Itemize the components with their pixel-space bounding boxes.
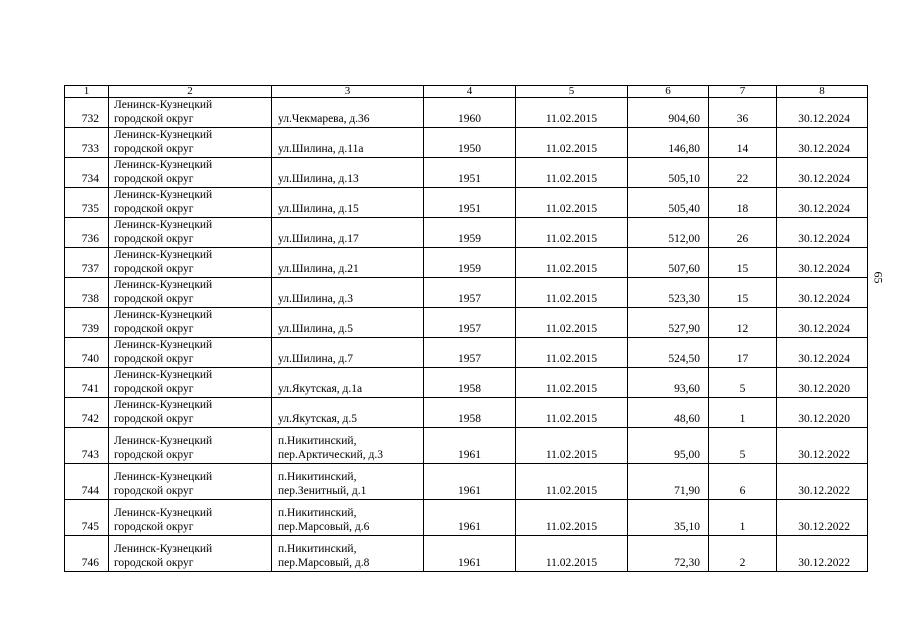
table-row xyxy=(65,158,868,188)
residents-cell: 14 xyxy=(709,128,777,158)
header-cell-3: 3 xyxy=(272,86,424,98)
date-cell: 11.02.2015 xyxy=(516,308,628,338)
row-number: 744 xyxy=(65,464,109,500)
address-cell xyxy=(272,128,424,158)
date-cell: 11.02.2015 xyxy=(516,188,628,218)
year-cell: 1958 xyxy=(424,398,516,428)
municipality-cell xyxy=(109,188,272,218)
area-cell: 35,10 xyxy=(628,500,709,536)
term-cell: 30.12.2022 xyxy=(777,500,868,536)
area-cell: 48,60 xyxy=(628,398,709,428)
municipality-cell-line: Ленинск-Кузнецкий xyxy=(114,249,213,261)
municipality-cell-line: Ленинск-Кузнецкий xyxy=(114,435,213,447)
address-cell-line: ул.Шилина, д.21 xyxy=(278,263,359,275)
municipality-cell-line: городской округ xyxy=(114,263,194,275)
municipality-cell xyxy=(109,500,272,536)
year-cell: 1958 xyxy=(424,368,516,398)
address-cell xyxy=(272,368,424,398)
table-row xyxy=(65,368,868,398)
residents-cell: 15 xyxy=(709,248,777,278)
date-cell: 11.02.2015 xyxy=(516,536,628,572)
year-cell: 1959 xyxy=(424,218,516,248)
address-cell-line: пер.Марсовый, д.6 xyxy=(278,521,370,533)
municipality-cell xyxy=(109,128,272,158)
municipality-cell-line: городской округ xyxy=(114,485,194,497)
row-number: 736 xyxy=(65,218,109,248)
address-cell xyxy=(272,338,424,368)
term-cell: 30.12.2022 xyxy=(777,464,868,500)
residents-cell: 36 xyxy=(709,98,777,128)
area-cell: 505,40 xyxy=(628,188,709,218)
date-cell: 11.02.2015 xyxy=(516,218,628,248)
area-cell: 505,10 xyxy=(628,158,709,188)
date-cell: 11.02.2015 xyxy=(516,98,628,128)
area-cell: 527,90 xyxy=(628,308,709,338)
address-cell xyxy=(272,98,424,128)
header-cell-8: 8 xyxy=(777,86,868,98)
municipality-cell-line: городской округ xyxy=(114,521,194,533)
residents-cell: 5 xyxy=(709,428,777,464)
address-cell xyxy=(272,248,424,278)
address-cell xyxy=(272,158,424,188)
residents-cell: 2 xyxy=(709,536,777,572)
municipality-cell-line: Ленинск-Кузнецкий xyxy=(114,399,213,411)
municipality-cell-line: Ленинск-Кузнецкий xyxy=(114,471,213,483)
municipality-cell-line: Ленинск-Кузнецкий xyxy=(114,189,213,201)
municipality-cell-line: Ленинск-Кузнецкий xyxy=(114,369,213,381)
row-number: 739 xyxy=(65,308,109,338)
municipality-cell xyxy=(109,464,272,500)
year-cell: 1960 xyxy=(424,98,516,128)
term-cell: 30.12.2024 xyxy=(777,188,868,218)
header-cell-7: 7 xyxy=(709,86,777,98)
header-cell-5: 5 xyxy=(516,86,628,98)
municipality-cell-line: городской округ xyxy=(114,449,194,461)
row-number: 737 xyxy=(65,248,109,278)
table-row xyxy=(65,128,868,158)
row-number: 741 xyxy=(65,368,109,398)
date-cell: 11.02.2015 xyxy=(516,278,628,308)
row-number: 735 xyxy=(65,188,109,218)
address-cell-line: ул.Чекмарева, д.36 xyxy=(278,113,370,125)
municipality-cell-line: городской округ xyxy=(114,383,194,395)
address-cell xyxy=(272,398,424,428)
municipality-cell xyxy=(109,158,272,188)
address-cell-line: ул.Шилина, д.13 xyxy=(278,173,359,185)
address-cell xyxy=(272,278,424,308)
area-cell: 95,00 xyxy=(628,428,709,464)
address-cell-line: ул.Шилина, д.7 xyxy=(278,353,353,365)
residents-cell: 15 xyxy=(709,278,777,308)
area-cell: 71,90 xyxy=(628,464,709,500)
municipality-cell xyxy=(109,338,272,368)
municipality-cell-line: городской округ xyxy=(114,323,194,335)
date-cell: 11.02.2015 xyxy=(516,338,628,368)
header-cell-2: 2 xyxy=(109,86,272,98)
term-cell: 30.12.2022 xyxy=(777,536,868,572)
address-cell-line: ул.Шилина, д.11а xyxy=(278,143,364,155)
term-cell: 30.12.2024 xyxy=(777,308,868,338)
year-cell: 1957 xyxy=(424,278,516,308)
date-cell: 11.02.2015 xyxy=(516,428,628,464)
row-number: 746 xyxy=(65,536,109,572)
residents-cell: 5 xyxy=(709,368,777,398)
municipality-cell-line: городской округ xyxy=(114,113,194,125)
area-cell: 507,60 xyxy=(628,248,709,278)
date-cell: 11.02.2015 xyxy=(516,128,628,158)
row-number: 743 xyxy=(65,428,109,464)
table-row xyxy=(65,338,868,368)
address-cell-line: ул.Шилина, д.17 xyxy=(278,233,359,245)
address-cell-line: ул.Шилина, д.15 xyxy=(278,203,359,215)
table-row xyxy=(65,98,868,128)
address-cell-line: ул.Шилина, д.5 xyxy=(278,323,353,335)
year-cell: 1961 xyxy=(424,428,516,464)
address-cell xyxy=(272,218,424,248)
table-row xyxy=(65,278,868,308)
residents-cell: 26 xyxy=(709,218,777,248)
term-cell: 30.12.2024 xyxy=(777,248,868,278)
row-number: 732 xyxy=(65,98,109,128)
municipality-cell-line: городской округ xyxy=(114,143,194,155)
year-cell: 1951 xyxy=(424,158,516,188)
municipality-cell-line: Ленинск-Кузнецкий xyxy=(114,129,213,141)
address-cell xyxy=(272,188,424,218)
municipality-cell xyxy=(109,248,272,278)
address-cell-line: пер.Зенитный, д.1 xyxy=(278,485,367,497)
row-number: 745 xyxy=(65,500,109,536)
table-row xyxy=(65,398,868,428)
area-cell: 72,30 xyxy=(628,536,709,572)
term-cell: 30.12.2020 xyxy=(777,368,868,398)
municipality-cell xyxy=(109,428,272,464)
residents-cell: 6 xyxy=(709,464,777,500)
municipality-cell xyxy=(109,278,272,308)
municipality-cell-line: городской округ xyxy=(114,233,194,245)
municipality-cell xyxy=(109,398,272,428)
row-number: 740 xyxy=(65,338,109,368)
address-cell xyxy=(272,428,424,464)
municipality-cell xyxy=(109,308,272,338)
residents-cell: 1 xyxy=(709,398,777,428)
term-cell: 30.12.2024 xyxy=(777,278,868,308)
row-number: 734 xyxy=(65,158,109,188)
date-cell: 11.02.2015 xyxy=(516,464,628,500)
year-cell: 1950 xyxy=(424,128,516,158)
year-cell: 1959 xyxy=(424,248,516,278)
municipality-cell-line: Ленинск-Кузнецкий xyxy=(114,309,213,321)
address-cell-line: ул.Шилина, д.3 xyxy=(278,293,353,305)
area-cell: 904,60 xyxy=(628,98,709,128)
municipality-cell xyxy=(109,368,272,398)
municipality-cell-line: Ленинск-Кузнецкий xyxy=(114,159,213,171)
municipality-cell xyxy=(109,536,272,572)
municipality-cell xyxy=(109,98,272,128)
table-row xyxy=(65,464,868,500)
area-cell: 146,80 xyxy=(628,128,709,158)
residents-cell: 1 xyxy=(709,500,777,536)
municipality-cell-line: городской округ xyxy=(114,413,194,425)
area-cell: 512,00 xyxy=(628,218,709,248)
municipality-cell-line: городской округ xyxy=(114,557,194,569)
page-number: 65 xyxy=(871,271,886,284)
residents-cell: 12 xyxy=(709,308,777,338)
municipality-cell-line: Ленинск-Кузнецкий xyxy=(114,543,213,555)
municipality-cell-line: Ленинск-Кузнецкий xyxy=(114,219,213,231)
residents-cell: 22 xyxy=(709,158,777,188)
row-number: 733 xyxy=(65,128,109,158)
term-cell: 30.12.2024 xyxy=(777,158,868,188)
address-cell-line: ул.Якутская, д.5 xyxy=(278,413,358,425)
municipality-cell-line: Ленинск-Кузнецкий xyxy=(114,507,213,519)
date-cell: 11.02.2015 xyxy=(516,368,628,398)
year-cell: 1961 xyxy=(424,500,516,536)
header-row xyxy=(65,86,868,98)
term-cell: 30.12.2024 xyxy=(777,338,868,368)
housing-table xyxy=(64,85,868,572)
year-cell: 1957 xyxy=(424,338,516,368)
municipality-cell xyxy=(109,218,272,248)
address-cell-line: ул.Якутская, д.1а xyxy=(278,383,363,395)
address-cell xyxy=(272,500,424,536)
address-cell xyxy=(272,536,424,572)
residents-cell: 18 xyxy=(709,188,777,218)
header-cell-1: 1 xyxy=(65,86,109,98)
term-cell: 30.12.2024 xyxy=(777,98,868,128)
address-cell-line: п.Никитинский, xyxy=(278,507,357,519)
address-cell-line: пер.Марсовый, д.8 xyxy=(278,557,370,569)
municipality-cell-line: Ленинск-Кузнецкий xyxy=(114,339,213,351)
address-cell xyxy=(272,308,424,338)
table-row xyxy=(65,248,868,278)
table-row xyxy=(65,536,868,572)
term-cell: 30.12.2020 xyxy=(777,398,868,428)
term-cell: 30.12.2024 xyxy=(777,218,868,248)
area-cell: 523,30 xyxy=(628,278,709,308)
municipality-cell-line: Ленинск-Кузнецкий xyxy=(114,279,213,291)
municipality-cell-line: городской округ xyxy=(114,203,194,215)
term-cell: 30.12.2022 xyxy=(777,428,868,464)
address-cell xyxy=(272,464,424,500)
table-row xyxy=(65,218,868,248)
header-cell-6: 6 xyxy=(628,86,709,98)
table-row xyxy=(65,500,868,536)
municipality-cell-line: Ленинск-Кузнецкий xyxy=(114,99,213,111)
municipality-cell-line: городской округ xyxy=(114,353,194,365)
table-row xyxy=(65,428,868,464)
row-number: 738 xyxy=(65,278,109,308)
row-number: 742 xyxy=(65,398,109,428)
year-cell: 1961 xyxy=(424,464,516,500)
header-cell-4: 4 xyxy=(424,86,516,98)
date-cell: 11.02.2015 xyxy=(516,500,628,536)
year-cell: 1951 xyxy=(424,188,516,218)
year-cell: 1957 xyxy=(424,308,516,338)
table-row xyxy=(65,308,868,338)
address-cell-line: пер.Арктический, д.3 xyxy=(278,449,383,461)
address-cell-line: п.Никитинский, xyxy=(278,471,357,483)
area-cell: 93,60 xyxy=(628,368,709,398)
residents-cell: 17 xyxy=(709,338,777,368)
table-row xyxy=(65,188,868,218)
municipality-cell-line: городской округ xyxy=(114,293,194,305)
address-cell-line: п.Никитинский, xyxy=(278,543,357,555)
area-cell: 524,50 xyxy=(628,338,709,368)
date-cell: 11.02.2015 xyxy=(516,248,628,278)
municipality-cell-line: городской округ xyxy=(114,173,194,185)
date-cell: 11.02.2015 xyxy=(516,398,628,428)
address-cell-line: п.Никитинский, xyxy=(278,435,357,447)
date-cell: 11.02.2015 xyxy=(516,158,628,188)
term-cell: 30.12.2024 xyxy=(777,128,868,158)
year-cell: 1961 xyxy=(424,536,516,572)
